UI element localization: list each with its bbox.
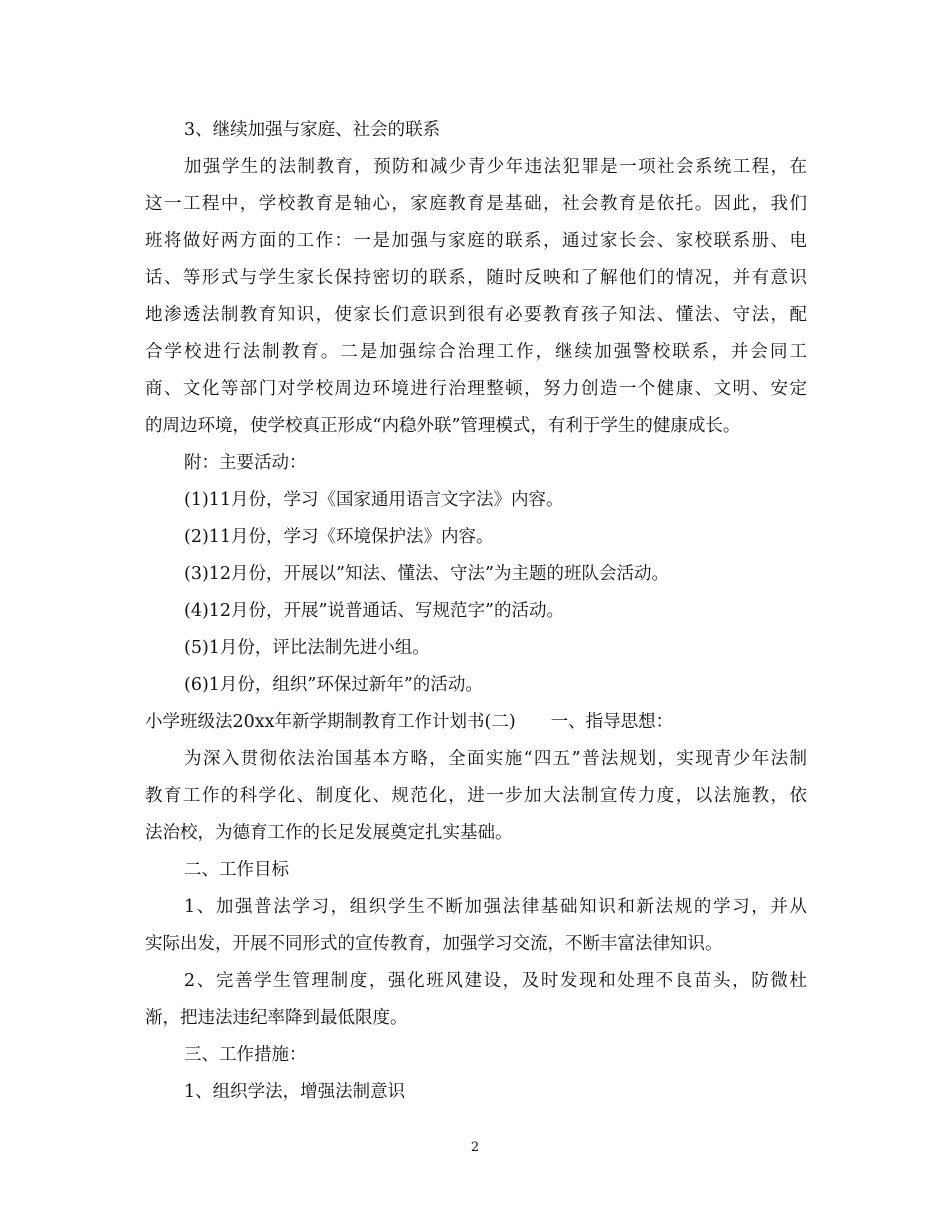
activity-item: (6)1月份，组织”环保过新年”的活动。 — [184, 675, 483, 695]
activities-heading: 附：主要活动： — [184, 453, 307, 473]
activity-item: (4)12月份，开展”说普通话、写规范字”的活动。 — [184, 601, 564, 621]
paragraph-line: 合学校进行法制教育。二是加强综合治理工作，继续加强警校联系，并会同工 — [145, 342, 807, 362]
paragraph-line: 渐，把违法违纪率降到最低限度。 — [145, 1008, 408, 1028]
activity-item: (1)11月份，学习《国家通用语言文字法》内容。 — [184, 490, 564, 510]
activity-item: (3)12月份，开展以”知法、懂法、守法”为主题的班队会活动。 — [184, 564, 669, 584]
paragraph-line: 班将做好两方面的工作：一是加强与家庭的联系，通过家长会、家校联系册、电 — [145, 231, 807, 251]
paragraph-line: 教育工作的科学化、制度化、规范化，进一步加大法制宣传力度，以法施教，依 — [145, 786, 807, 806]
paragraph-line: 商、文化等部门对学校周边环境进行治理整顿，努力创造一个健康、文明、安定 — [145, 379, 807, 399]
document-title-line: 小学班级法20xx年新学期制教育工作计划书(二) 一、指导思想： — [145, 712, 674, 732]
subsection-heading: 1、组织学法，增强法制意识 — [184, 1082, 406, 1102]
page-number: 2 — [470, 1140, 480, 1155]
paragraph-line: 实际出发，开展不同形式的宣传教育，加强学习交流，不断丰富法律知识。 — [145, 934, 723, 954]
activity-item: (2)11月份，学习《环境保护法》内容。 — [184, 527, 494, 547]
paragraph-line: 话、等形式与学生家长保持密切的联系，随时反映和了解他们的情况，并有意识 — [145, 268, 807, 288]
section-heading: 3、继续加强与家庭、社会的联系 — [184, 120, 441, 140]
paragraph-line: 法治校，为德育工作的长足发展奠定扎实基础。 — [145, 823, 513, 843]
section-heading: 三、工作措施： — [184, 1045, 307, 1065]
activity-item: (5)1月份，评比法制先进小组。 — [184, 638, 430, 658]
section-heading: 二、工作目标 — [184, 860, 289, 880]
paragraph-line: 1、加强普法学习，组织学生不断加强法律基础知识和新法规的学习，并从 — [184, 897, 807, 917]
paragraph-line: 地渗透法制教育知识，使家长们意识到很有必要教育孩子知法、懂法、守法，配 — [145, 305, 807, 325]
paragraph-line: 2、完善学生管理制度，强化班风建设，及时发现和处理不良苗头，防微杜 — [184, 971, 807, 991]
paragraph-line: 加强学生的法制教育，预防和减少青少年违法犯罪是一项社会系统工程，在 — [184, 157, 807, 177]
paragraph-line: 这一工程中，学校教育是轴心，家庭教育是基础，社会教育是依托。因此，我们 — [145, 194, 807, 214]
paragraph-line: 的周边环境，使学校真正形成“内稳外联”管理模式，有利于学生的健康成长。 — [145, 416, 741, 436]
paragraph-line: 为深入贯彻依法治国基本方略，全面实施“四五”普法规划，实现青少年法制 — [184, 749, 807, 769]
